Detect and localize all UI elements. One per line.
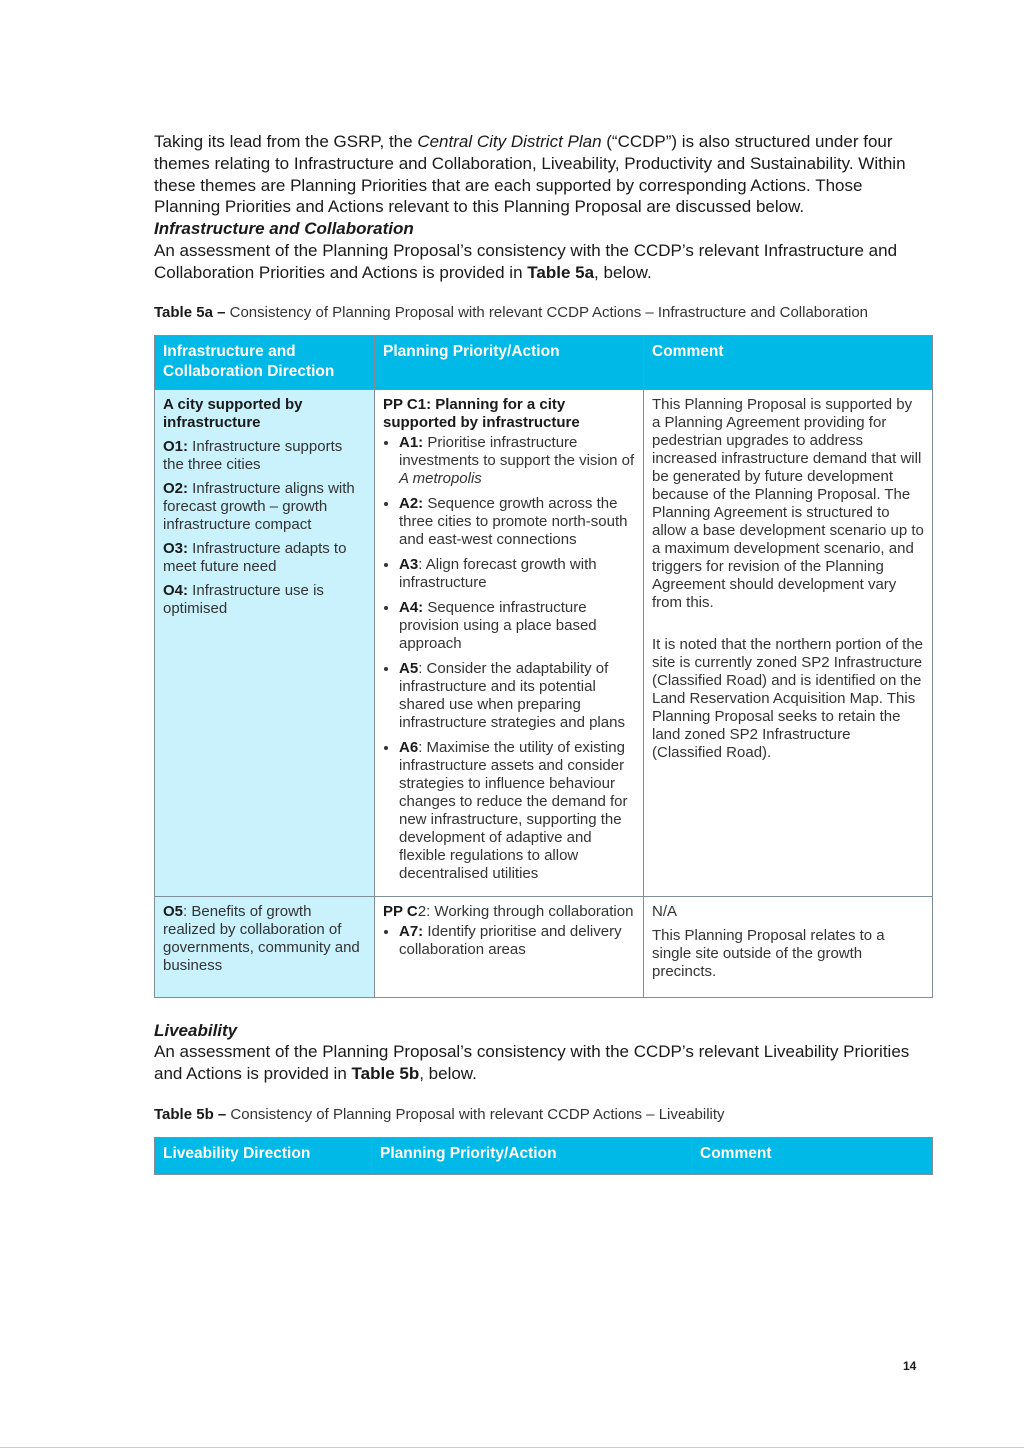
action-list [383,923,635,959]
table-row [155,389,933,896]
action-text: Sequence growth across the three cities to promote north-south and east-west connections [399,494,628,548]
action-code: A7: [399,922,424,940]
priority-cell [375,389,644,896]
comment-text: This Planning Proposal relates to a single site outside of the growth precincts. [652,926,885,980]
liveability-section [154,1020,932,1175]
objective-code: O4: [163,581,189,599]
objective-text: Infrastructure use is optimised [163,581,324,617]
objective-text: : Benefits of growth realized by collaboration of governments, community and business [163,902,360,974]
col-header-priority: Planning Priority/Action [372,1137,692,1174]
table-5a-label: Table 5a – [154,303,226,321]
objective-item [163,903,366,975]
objective-code: O3: [163,539,189,557]
col-header-direction: Liveability Direction [155,1137,372,1174]
page-content [154,131,932,1175]
list-item [399,556,635,592]
priority-code: PP C [383,902,418,920]
table-5b-header-row [155,1137,933,1174]
table-row [155,896,933,997]
table-5a-title: Consistency of Planning Proposal with relevant CCDP Actions – Infrastructure and Collaboration [225,303,868,321]
direction-cell [155,896,375,997]
action-text: Identify prioritise and delivery collaboration areas [399,922,622,958]
list-item [399,739,635,883]
liveability-assessment [154,1041,932,1085]
comment-text: This Planning Proposal is supported by a Planning Agreement providing for pedestrian upgrades to address increased infrastructure demand that will be generated by future development because of the Planning Proposal. The Planning Agreement is structured to allow a base development scenario up to a maximum development scenario, and triggers for revision of the Planning Agreement should development vary from this. [652,395,924,611]
list-item [399,599,635,653]
action-text: : Maximise the utility of existing infrastructure assets and consider strategies to influence behaviour changes to reduce the demand for new infrastructure, supporting the development of adaptive and flexible regulations to allow decentralised utilities [399,738,628,882]
footer-divider [0,1447,1024,1448]
liveability-heading: Liveability [154,1020,238,1040]
col-header-priority: Planning Priority/Action [375,335,644,389]
list-item [399,660,635,732]
comment-cell [644,896,933,997]
objective-code: O1: [163,437,189,455]
intro-text-2: (“CCDP”) is also structured under four themes relating to Infrastructure and Collaboration, Liveability, Productivity and Sustainability. Within these themes are Planning Priorities that are each supported by corresponding Actions. Those Planning Priorities and Actions relevant to this Planning Proposal are discussed below. [154,132,906,217]
infra-table-ref: Table 5a [527,262,595,282]
action-code: A5 [399,659,419,677]
priority-title: PP C1: Planning for a city supported by infrastructure [383,395,580,431]
list-item [399,495,635,549]
action-code: A1: [399,433,424,451]
list-item [399,434,635,488]
action-list [383,434,635,883]
page-number: 14 [903,1359,917,1373]
infra-assessment [154,240,932,284]
table-5b [154,1137,933,1175]
intro-text-1: Taking its lead from the GSRP, the [154,132,418,151]
table-5a-header-row [155,335,933,389]
objective-item [163,480,366,534]
live-assessment-text: An assessment of the Planning Proposal’s consistency with the CCDP’s relevant Liveability Priorities and Actions is provided in [154,1042,910,1084]
action-italic: A metropolis [399,469,482,487]
action-code: A6 [399,738,419,756]
action-code: A4: [399,598,424,616]
col-header-direction: Infrastructure and Collaboration Direction [155,335,375,389]
infra-assessment-end: , below. [594,262,652,282]
spacer [652,618,924,636]
action-text: Prioritise infrastructure investments to support the vision of [399,433,635,469]
infra-heading: Infrastructure and Collaboration [154,219,414,239]
list-item [399,923,635,959]
live-table-ref: Table 5b [351,1064,420,1084]
objective-code: O2: [163,479,189,497]
objective-item [163,438,366,474]
objective-item [163,582,366,618]
direction-title: A city supported by infrastructure [163,395,303,431]
action-code: A3 [399,555,419,573]
objective-code: O5 [163,902,184,920]
priority-cell [375,896,644,997]
comment-text: It is noted that the northern portion of the site is currently zoned SP2 Infrastructure (Classified Road) and is identified on the Land Reservation Acquisition Map. This Planning Proposal seeks to retain the land zoned SP2 Infrastructure (Classified Road). [652,635,924,761]
live-assessment-end: , below. [419,1064,477,1084]
table-5b-caption [154,1105,932,1125]
infra-assessment-text: An assessment of the Planning Proposal’s consistency with the CCDP’s relevant Infrastructure and Collaboration Priorities and Actions is provided in [154,240,898,282]
comment-text: N/A [652,902,678,920]
col-header-comment: Comment [692,1137,933,1174]
plan-name: Central City District Plan [417,132,602,151]
action-text: Sequence infrastructure provision using a place based approach [399,598,597,652]
col-header-comment: Comment [644,335,933,389]
direction-cell [155,389,375,896]
table-5b-title: Consistency of Planning Proposal with relevant CCDP Actions – Liveability [226,1105,725,1123]
action-text: : Align forecast growth with infrastructure [399,555,597,591]
table-5a [154,335,933,998]
table-5b-label: Table 5b – [154,1105,227,1123]
objective-text: Infrastructure supports the three cities [163,437,343,473]
objective-item [163,540,366,576]
action-code: A2: [399,494,424,512]
objective-text: Infrastructure adapts to meet future need [163,539,347,575]
comment-cell [644,389,933,896]
objective-text: Infrastructure aligns with forecast growth – growth infrastructure compact [163,479,355,533]
priority-title [383,903,635,921]
priority-text: 2: Working through collaboration [417,902,634,920]
table-5a-caption [154,303,932,323]
intro-paragraph [154,131,932,218]
action-text: : Consider the adaptability of infrastructure and its potential shared use when preparing infrastructure strategies and plans [399,659,625,731]
